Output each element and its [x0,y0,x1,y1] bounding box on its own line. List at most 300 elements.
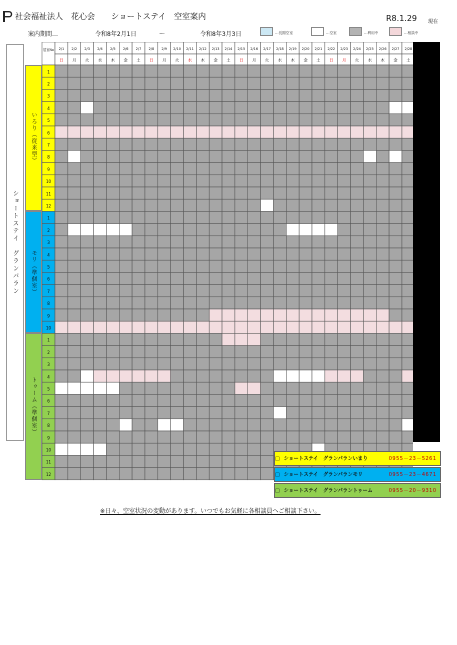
occupied-cell [68,89,81,101]
occupied-cell [106,77,119,89]
occupied-cell [222,455,235,467]
weekday-label: 水 [187,57,192,63]
as-of-suffix: 現在 [428,19,439,25]
room-header-cell [42,42,55,65]
contact-phone[interactable]: 0955－23－5261 [388,456,437,462]
consult-cell [389,321,402,333]
occupied-cell [312,175,325,187]
weekday-label: 火 [85,57,90,63]
room-number: 6 [47,398,50,404]
occupied-cell [273,248,286,260]
occupied-cell [222,163,235,175]
vacant-cell [299,224,312,236]
occupied-cell [184,309,197,321]
occupied-cell [261,211,274,223]
occupied-cell [158,138,171,150]
occupied-cell [235,443,248,455]
occupied-cell [132,419,145,431]
occupied-cell [158,65,171,77]
occupied-cell [286,260,299,272]
occupied-cell [312,333,325,345]
occupied-cell [338,138,351,150]
occupied-cell [184,333,197,345]
occupied-cell [222,260,235,272]
occupied-cell [171,163,184,175]
occupied-cell [389,114,402,126]
date-label: 2/5 [110,47,116,51]
occupied-cell [235,138,248,150]
occupied-cell [376,163,389,175]
occupied-cell [119,297,132,309]
occupied-cell [196,248,209,260]
occupied-cell [273,224,286,236]
vacant-cell [171,419,184,431]
occupied-cell [119,431,132,443]
occupied-cell [312,382,325,394]
occupied-cell [338,394,351,406]
occupied-cell [209,138,222,150]
occupied-cell [145,163,158,175]
occupied-cell [145,187,158,199]
occupied-cell [235,468,248,480]
occupied-cell [68,187,81,199]
occupied-cell [351,175,364,187]
legend-label-long-vacancy: …長期空室 [275,31,293,35]
room-number: 12 [45,471,52,477]
occupied-cell [351,297,364,309]
occupied-cell [158,382,171,394]
occupied-cell [171,394,184,406]
occupied-cell [81,297,94,309]
occupied-cell [94,77,107,89]
occupied-cell [209,114,222,126]
occupied-cell [248,138,261,150]
occupied-cell [106,138,119,150]
occupied-cell [312,358,325,370]
occupied-cell [132,65,145,77]
weekday-label: 日 [149,57,154,63]
occupied-cell [184,297,197,309]
consult-cell [171,126,184,138]
occupied-cell [261,260,274,272]
date-label: 2/16 [250,47,258,51]
consult-cell [145,370,158,382]
occupied-cell [376,407,389,419]
occupied-cell [312,89,325,101]
occupied-cell [184,272,197,284]
occupied-cell [363,407,376,419]
occupied-cell [261,163,274,175]
occupied-cell [286,272,299,284]
date-label: 2/1 [58,47,65,51]
occupied-cell [145,333,158,345]
occupied-cell [325,260,338,272]
occupied-cell [286,346,299,358]
occupied-cell [184,358,197,370]
occupied-cell [81,77,94,89]
legend-label-occupied: …利用中 [364,31,379,35]
weekday-label: 日 [329,57,334,63]
occupied-cell [363,260,376,272]
unit-label-tomu: トゥーム（準個室） [25,333,42,479]
occupied-cell [248,358,261,370]
occupied-cell [235,370,248,382]
occupied-cell [312,114,325,126]
consult-cell [171,321,184,333]
occupied-cell [94,65,107,77]
vacant-cell [286,224,299,236]
occupied-cell [119,77,132,89]
occupied-cell [248,77,261,89]
occupied-cell [389,394,402,406]
occupied-cell [81,236,94,248]
room-number: 11 [45,191,52,197]
occupied-cell [81,455,94,467]
occupied-cell [132,224,145,236]
occupied-cell [68,199,81,211]
vacant-cell [81,224,94,236]
occupied-cell [351,346,364,358]
occupied-cell [222,89,235,101]
occupied-cell [158,175,171,187]
occupied-cell [312,138,325,150]
occupied-cell [68,468,81,480]
consult-cell [363,126,376,138]
contact-phone[interactable]: 0955－23－4671 [388,472,437,478]
occupied-cell [222,199,235,211]
date-label: 2/22 [327,47,336,51]
occupied-cell [376,248,389,260]
vacant-cell [363,150,376,162]
vacant-cell [273,407,286,419]
occupied-cell [261,346,274,358]
occupied-cell [222,114,235,126]
occupied-cell [55,77,68,89]
occupied-cell [286,89,299,101]
occupied-cell [299,102,312,114]
contact-mori [274,467,441,482]
occupied-cell [119,309,132,321]
consult-cell [55,126,68,138]
occupied-cell [248,248,261,260]
occupied-cell [94,211,107,223]
occupied-cell [286,187,299,199]
occupied-cell [145,65,158,77]
occupied-cell [68,211,81,223]
occupied-cell [222,150,235,162]
occupied-cell [209,77,222,89]
occupied-cell [132,358,145,370]
occupied-cell [389,419,402,431]
occupied-cell [325,187,338,199]
occupied-cell [235,211,248,223]
occupied-cell [55,370,68,382]
occupied-cell [132,236,145,248]
room-number: 7 [47,142,50,148]
occupied-cell [351,77,364,89]
occupied-cell [196,150,209,162]
occupied-cell [94,114,107,126]
contact-phone[interactable]: 0955－20－9310 [388,488,437,494]
occupied-cell [351,224,364,236]
occupied-cell [261,382,274,394]
occupied-cell [351,89,364,101]
occupied-cell [299,285,312,297]
occupied-cell [145,199,158,211]
occupied-cell [338,114,351,126]
occupied-cell [235,163,248,175]
occupied-cell [235,199,248,211]
occupied-cell [94,150,107,162]
occupied-cell [132,102,145,114]
occupied-cell [184,248,197,260]
occupied-cell [196,175,209,187]
occupied-cell [376,102,389,114]
occupied-cell [325,150,338,162]
date-label: 2/21 [314,47,323,51]
occupied-cell [158,260,171,272]
occupied-cell [299,431,312,443]
occupied-cell [402,187,413,199]
occupied-cell [351,163,364,175]
date-label: 2/19 [288,47,297,51]
consult-cell [325,370,338,382]
occupied-cell [196,431,209,443]
occupied-cell [158,407,171,419]
occupied-cell [248,187,261,199]
occupied-cell [299,272,312,284]
consult-cell [119,370,132,382]
occupied-cell [286,407,299,419]
occupied-cell [376,297,389,309]
occupied-cell [171,285,184,297]
occupied-cell [235,297,248,309]
occupied-cell [248,114,261,126]
consult-cell [286,309,299,321]
occupied-cell [376,272,389,284]
occupied-cell [81,431,94,443]
room-number: 2 [47,349,50,355]
occupied-cell [235,431,248,443]
occupied-cell [299,333,312,345]
occupied-cell [68,102,81,114]
occupied-cell [132,89,145,101]
occupied-cell [325,407,338,419]
occupied-cell [55,297,68,309]
occupied-cell [94,187,107,199]
occupied-cell [389,187,402,199]
occupied-cell [119,211,132,223]
occupied-cell [235,260,248,272]
occupied-cell [55,346,68,358]
occupied-cell [402,77,413,89]
vacant-cell [68,443,81,455]
occupied-cell [299,163,312,175]
occupied-cell [338,346,351,358]
occupied-cell [351,285,364,297]
occupied-cell [325,382,338,394]
consult-cell [145,126,158,138]
occupied-cell [106,468,119,480]
vacant-cell [81,443,94,455]
occupied-cell [286,382,299,394]
room-number: 7 [47,410,50,416]
occupied-cell [81,272,94,284]
occupied-cell [235,224,248,236]
occupied-cell [222,224,235,236]
occupied-cell [94,297,107,309]
occupied-cell [338,236,351,248]
date-label: 2/9 [161,47,167,51]
occupied-cell [94,236,107,248]
vacant-cell [81,370,94,382]
occupied-cell [363,163,376,175]
vacant-cell [402,102,413,114]
occupied-cell [363,346,376,358]
occupied-cell [402,346,413,358]
occupied-cell [222,419,235,431]
occupied-cell [363,382,376,394]
occupied-cell [55,468,68,480]
occupied-cell [81,187,94,199]
occupied-cell [338,211,351,223]
occupied-cell [248,443,261,455]
occupied-cell [171,65,184,77]
occupied-cell [273,102,286,114]
consult-cell [68,126,81,138]
date-label: 2/10 [173,47,181,51]
occupied-cell [209,370,222,382]
consult-cell [312,126,325,138]
occupied-cell [94,89,107,101]
occupied-cell [312,272,325,284]
occupied-cell [171,248,184,260]
occupied-cell [286,102,299,114]
occupied-cell [184,199,197,211]
occupied-cell [363,297,376,309]
occupied-cell [325,346,338,358]
occupied-cell [351,431,364,443]
occupied-cell [94,358,107,370]
occupied-cell [158,211,171,223]
occupied-cell [325,419,338,431]
occupied-cell [312,102,325,114]
occupied-cell [81,346,94,358]
occupied-cell [132,382,145,394]
occupied-cell [81,211,94,223]
occupied-cell [222,211,235,223]
occupied-cell [261,224,274,236]
occupied-cell [209,236,222,248]
occupied-cell [235,175,248,187]
occupied-cell [196,407,209,419]
occupied-cell [209,358,222,370]
occupied-cell [171,468,184,480]
occupied-cell [325,114,338,126]
occupied-cell [209,407,222,419]
occupied-cell [132,163,145,175]
occupied-cell [106,187,119,199]
occupied-cell [325,89,338,101]
occupied-cell [171,431,184,443]
occupied-cell [158,248,171,260]
occupied-cell [196,224,209,236]
occupied-cell [261,187,274,199]
occupied-cell [286,65,299,77]
consult-cell [325,309,338,321]
occupied-cell [261,150,274,162]
date-label: 2/24 [353,47,361,51]
occupied-cell [325,272,338,284]
consult-cell [222,126,235,138]
occupied-cell [171,114,184,126]
consult-cell [325,321,338,333]
consult-cell [338,321,351,333]
occupied-cell [171,443,184,455]
occupied-cell [171,309,184,321]
occupied-cell [119,150,132,162]
occupied-cell [184,138,197,150]
occupied-cell [119,199,132,211]
occupied-cell [273,150,286,162]
occupied-cell [261,236,274,248]
occupied-cell [196,272,209,284]
occupied-cell [106,309,119,321]
occupied-cell [81,163,94,175]
room-number: 9 [47,435,50,441]
occupied-cell [209,65,222,77]
occupied-cell [312,199,325,211]
occupied-cell [248,431,261,443]
occupied-cell [389,346,402,358]
consult-cell [94,370,107,382]
vacant-cell [106,382,119,394]
occupied-cell [145,89,158,101]
occupied-cell [376,175,389,187]
occupied-cell [119,407,132,419]
occupied-cell [55,114,68,126]
date-label: 2/6 [122,47,129,51]
occupied-cell [184,382,197,394]
occupied-cell [338,333,351,345]
occupied-cell [158,114,171,126]
occupied-cell [222,297,235,309]
occupied-cell [338,163,351,175]
occupied-cell [402,272,413,284]
vacancy-grid [25,42,413,481]
occupied-cell [209,346,222,358]
occupied-cell [222,382,235,394]
occupied-cell [351,382,364,394]
occupied-cell [68,419,81,431]
occupied-cell [196,370,209,382]
occupied-cell [286,285,299,297]
occupied-cell [81,248,94,260]
occupied-cell [132,150,145,162]
occupied-cell [68,285,81,297]
occupied-cell [248,272,261,284]
room-number: 10 [45,325,52,331]
occupied-cell [402,431,413,443]
occupied-cell [363,248,376,260]
consult-cell [338,370,351,382]
date-label: 2/12 [198,47,207,51]
occupied-cell [209,333,222,345]
occupied-cell [261,407,274,419]
occupied-cell [119,89,132,101]
occupied-cell [376,394,389,406]
vacant-cell [273,370,286,382]
